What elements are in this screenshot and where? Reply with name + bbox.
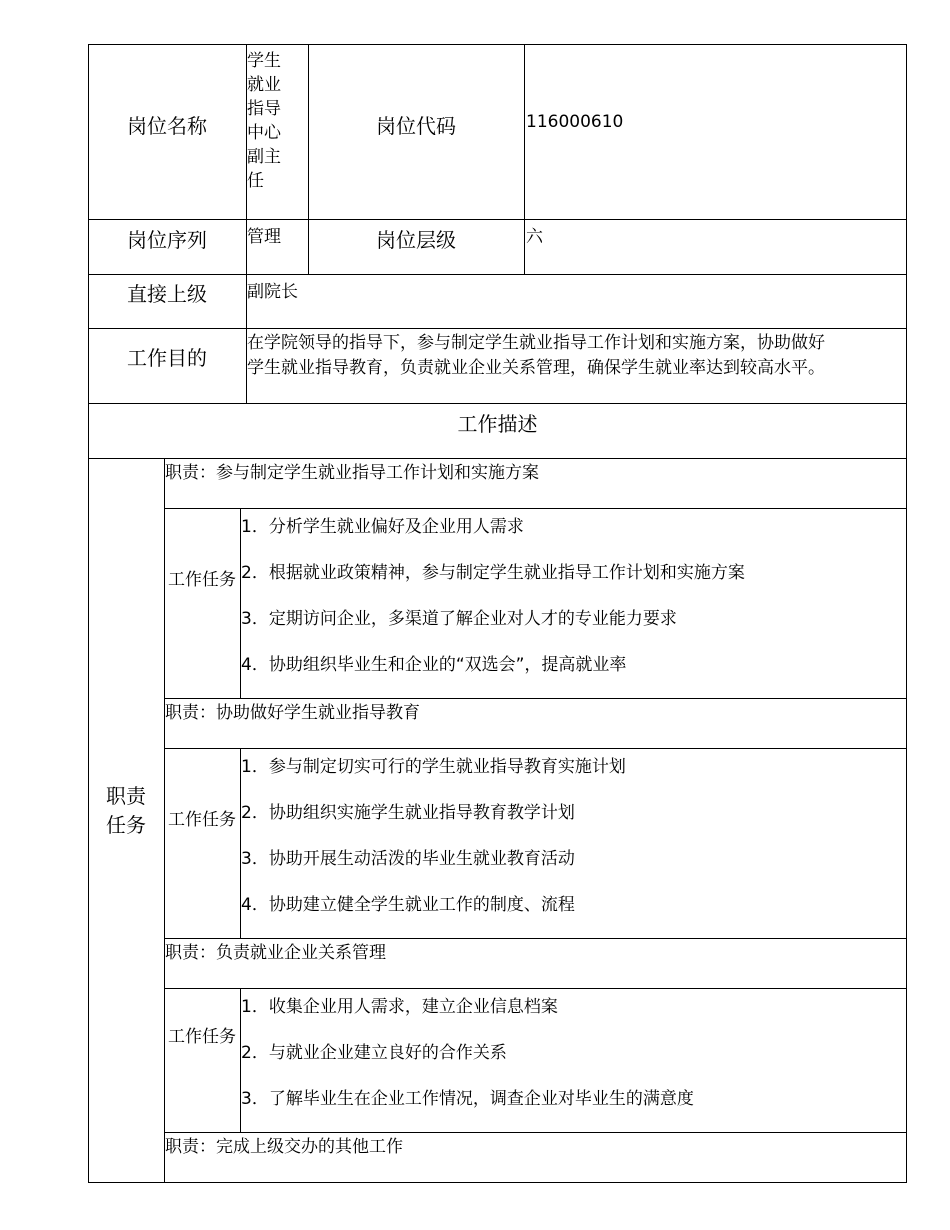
post-code-label: 岗位代码 xyxy=(376,114,456,138)
post-code-value: 116000610 xyxy=(526,112,624,132)
duty-title: 职责：完成上级交办的其他工作 xyxy=(165,1137,403,1157)
table-border xyxy=(88,219,907,220)
table-border xyxy=(88,44,907,45)
section-title: 工作描述 xyxy=(457,412,538,436)
post-name-label: 岗位名称 xyxy=(127,114,207,138)
table-border xyxy=(906,44,907,1183)
table-border xyxy=(88,1182,907,1183)
task-item: 1．参与制定切实可行的学生就业指导教育实施计划 xyxy=(241,757,626,777)
task-item: 3．协助开展生动活泼的毕业生就业教育活动 xyxy=(241,849,575,869)
table-border xyxy=(164,748,907,749)
task-item: 2．协助组织实施学生就业指导教育教学计划 xyxy=(241,803,575,823)
purpose-label: 工作目的 xyxy=(127,346,207,370)
table-border xyxy=(88,274,907,275)
task-item: 1．分析学生就业偏好及企业用人需求 xyxy=(241,517,524,537)
task-item: 3．了解毕业生在企业工作情况，调查企业对毕业生的满意度 xyxy=(241,1089,694,1109)
duties-label: 职责任务 xyxy=(106,784,146,837)
table-border xyxy=(88,458,907,459)
duty-title: 职责：协助做好学生就业指导教育 xyxy=(165,703,420,723)
table-border xyxy=(88,44,89,1183)
purpose-line-2: 学生就业指导教育，负责就业企业关系管理，确保学生就业率达到较高水平。 xyxy=(247,358,825,378)
post-level-label: 岗位层级 xyxy=(376,228,456,252)
duty-title: 职责：参与制定学生就业指导工作计划和实施方案 xyxy=(165,463,539,483)
purpose-line-1: 在学院领导的指导下，参与制定学生就业指导工作计划和实施方案，协助做好 xyxy=(247,333,825,353)
post-level-value: 六 xyxy=(526,227,543,247)
duty-title: 职责：负责就业企业关系管理 xyxy=(165,943,386,963)
table-border xyxy=(164,698,907,699)
table-border xyxy=(164,1132,907,1133)
table-border xyxy=(164,988,907,989)
task-item: 2．与就业企业建立良好的合作关系 xyxy=(241,1043,507,1063)
post-name-value: 学生就业指导中心副主任 xyxy=(247,51,281,191)
task-label: 工作任务 xyxy=(168,570,236,590)
task-item: 4．协助组织毕业生和企业的“双选会”，提高就业率 xyxy=(241,655,627,675)
task-item: 2．根据就业政策精神，参与制定学生就业指导工作计划和实施方案 xyxy=(241,563,745,583)
task-label: 工作任务 xyxy=(168,810,236,830)
supervisor-label: 直接上级 xyxy=(127,282,207,306)
task-item: 4．协助建立健全学生就业工作的制度、流程 xyxy=(241,895,575,915)
task-label: 工作任务 xyxy=(168,1027,236,1047)
table-border xyxy=(164,508,907,509)
table-border xyxy=(524,44,525,275)
task-item: 1．收集企业用人需求，建立企业信息档案 xyxy=(241,997,558,1017)
post-series-value: 管理 xyxy=(247,227,281,247)
task-item: 3．定期访问企业，多渠道了解企业对人才的专业能力要求 xyxy=(241,609,677,629)
supervisor-value: 副院长 xyxy=(247,282,298,302)
table-border xyxy=(164,938,907,939)
table-border xyxy=(88,328,907,329)
table-border xyxy=(88,403,907,404)
post-series-label: 岗位序列 xyxy=(127,228,207,252)
